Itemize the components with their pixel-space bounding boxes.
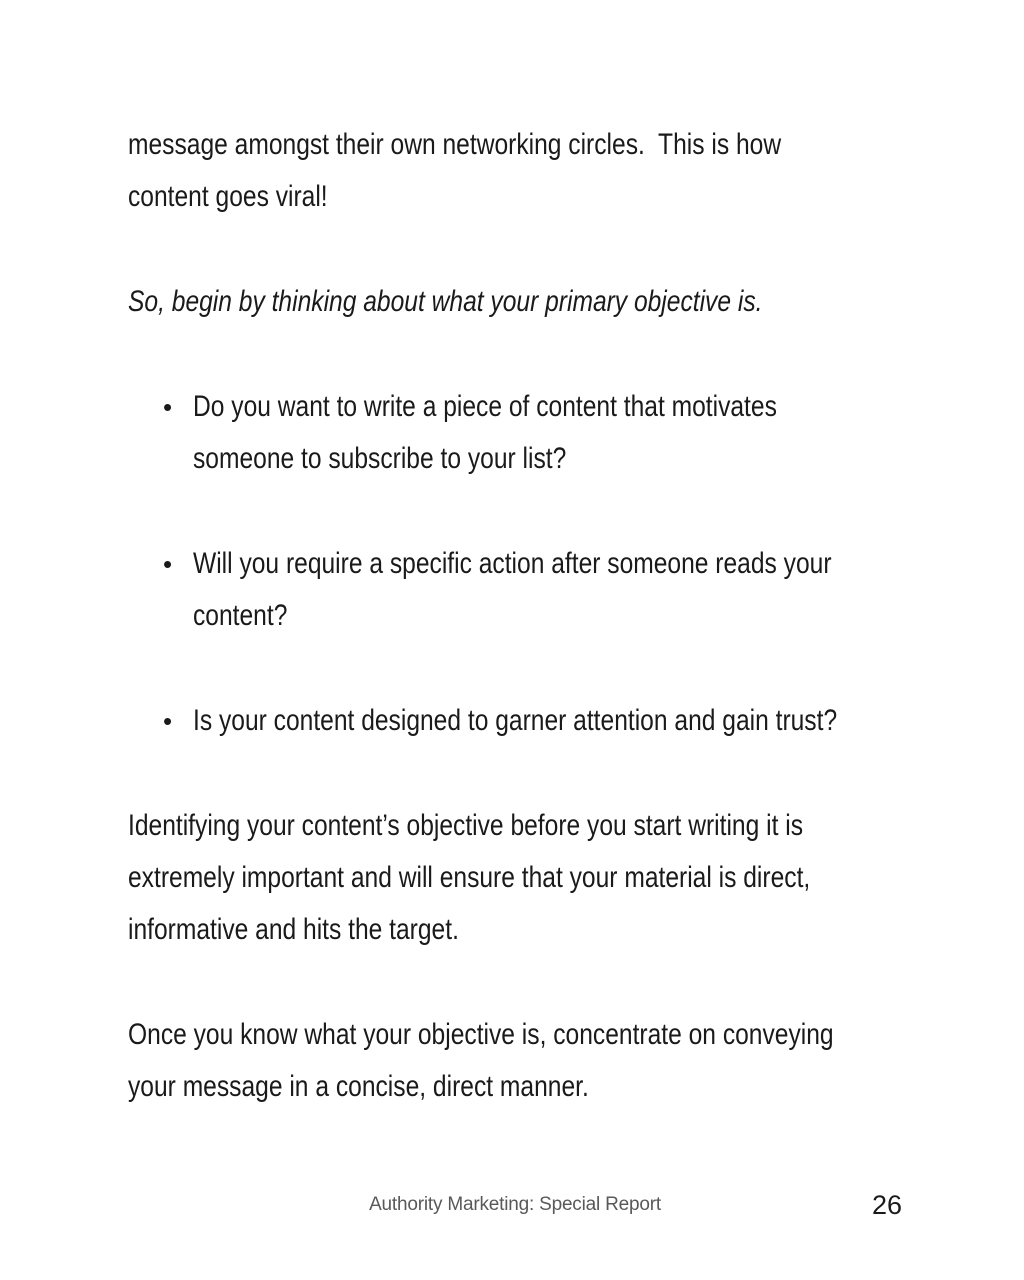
paragraph-line: Once you know what your objective is, concentrate on conveying <box>128 1018 834 1051</box>
paragraph-identifying <box>128 800 924 956</box>
bullet-icon: • <box>163 392 173 422</box>
paragraph-once-you-know <box>128 1009 924 1113</box>
bullet-text <box>193 538 924 642</box>
page-number: 26 <box>871 1190 902 1220</box>
paragraph-intro <box>128 119 924 223</box>
bullet-item-specific-action <box>128 538 924 642</box>
paragraph-line: message amongst their own networking circles. This is how <box>128 128 782 161</box>
footer-title: Authority Marketing: Special Report <box>369 1194 661 1215</box>
bullet-text <box>193 695 924 747</box>
paragraph-line: your message in a concise, direct manner. <box>128 1070 589 1103</box>
paragraph-line: content goes viral! <box>128 180 328 213</box>
page-footer <box>128 1188 902 1228</box>
paragraph-line: extremely important and will ensure that your material is direct, <box>128 861 811 894</box>
bullet-line: content? <box>193 599 288 632</box>
paragraph-objective-lead <box>128 276 924 328</box>
paragraph-line: informative and hits the target. <box>128 913 459 946</box>
page-body <box>128 119 924 1113</box>
bullet-line: someone to subscribe to your list? <box>193 442 567 475</box>
bullet-item-attention-trust <box>128 695 924 747</box>
bullet-icon: • <box>163 706 173 736</box>
bullet-icon: • <box>163 549 173 579</box>
bullet-line: Is your content designed to garner attention and gain trust? <box>193 704 838 737</box>
bullet-text <box>193 381 924 485</box>
bullet-item-subscribe <box>128 381 924 485</box>
paragraph-line: So, begin by thinking about what your primary objective is. <box>128 285 763 318</box>
bullet-line: Will you require a specific action after someone reads your <box>193 547 832 580</box>
paragraph-line: Identifying your content’s objective before you start writing it is <box>128 809 804 842</box>
bullet-line: Do you want to write a piece of content that motivates <box>193 390 777 423</box>
